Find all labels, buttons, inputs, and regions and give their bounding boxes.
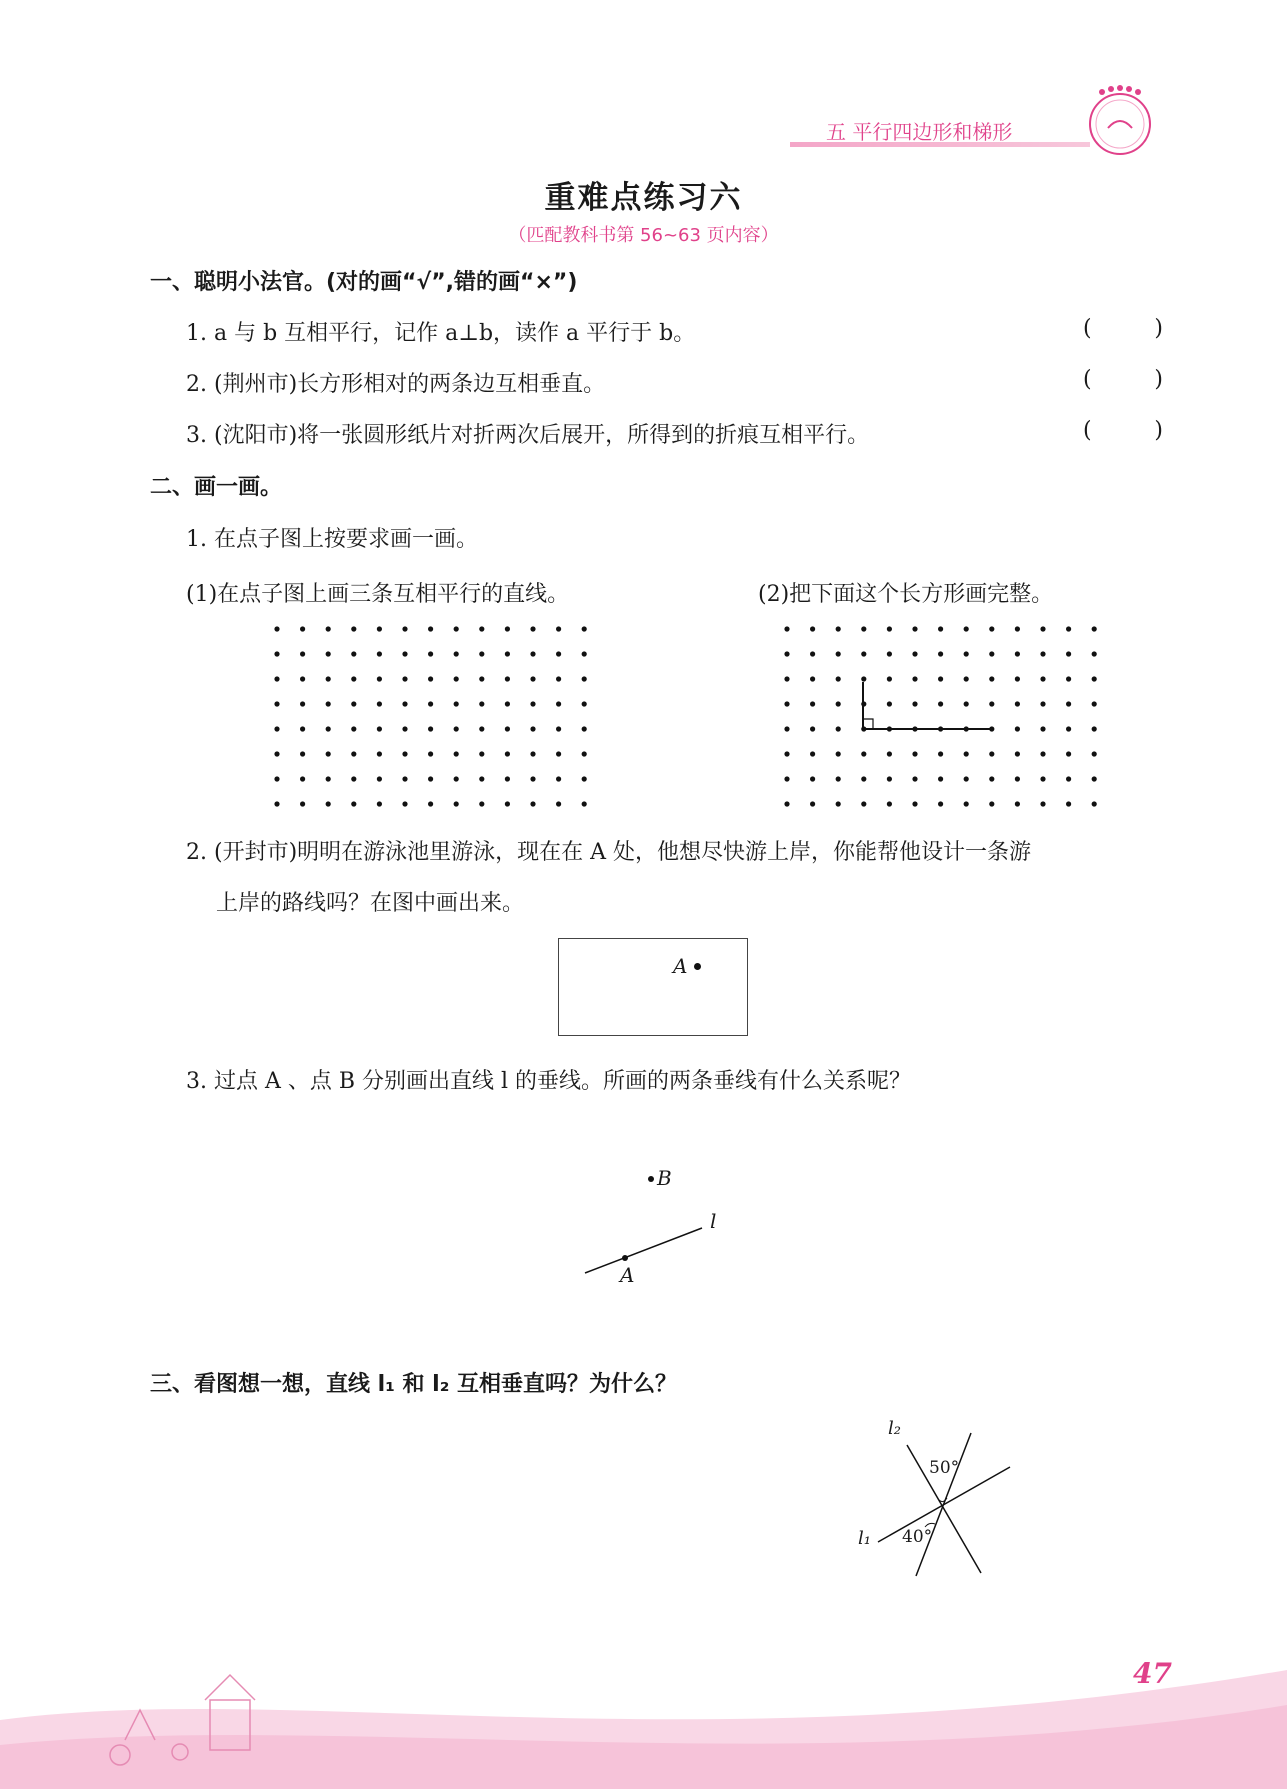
grid-dot [810,651,815,656]
grid-dot [454,776,459,781]
grid-dot [1015,751,1020,756]
brand-seal-icon [1080,80,1160,160]
grid-dot [887,676,892,681]
grid-dot [300,701,305,706]
grid-dot [479,751,484,756]
grid-dot [1066,651,1071,656]
grid-dot [912,701,917,706]
grid-dot [810,701,815,706]
grid-dot [582,726,587,731]
grid-dot [556,651,561,656]
grid-dot [582,626,587,631]
grid-dot [556,751,561,756]
grid-dot [1092,726,1097,731]
grid-dot [582,651,587,656]
grid-dot [836,701,841,706]
grid-dot [274,801,279,806]
grid-dot [377,751,382,756]
grid-dot [428,726,433,731]
grid-dot [454,726,459,731]
grid-dot [505,776,510,781]
grid-dot [964,626,969,631]
grid-dot [428,676,433,681]
draw-q3: 3. 过点 A 、点 B 分别画出直线 l 的垂线。所画的两条垂线有什么关系呢？ [186,1069,912,1094]
grid-dot [300,801,305,806]
grid-dot [810,726,815,731]
grid-dot [530,626,535,631]
grid-dot [351,626,356,631]
grid-dot [300,776,305,781]
grid-dot [887,801,892,806]
grid-dot [887,626,892,631]
grid-dot [326,676,331,681]
grid-dot [454,751,459,756]
grid-dot [428,801,433,806]
grid-dot [556,801,561,806]
grid-dot [505,626,510,631]
grid-dot [582,801,587,806]
partial-rectangle [863,682,991,729]
grid-dot [402,801,407,806]
grid-dot [836,801,841,806]
grid-dot [938,651,943,656]
judge-item-3: 3. (沈阳市)将一张圆形纸片对折两次后展开，所得到的折痕互相平行。 [186,423,870,448]
grid-dot [1015,626,1020,631]
grid-dot [861,651,866,656]
grid-dot [479,701,484,706]
grid-dot [300,651,305,656]
grid-dot [887,776,892,781]
grid-dot [989,701,994,706]
grid-dot [326,726,331,731]
grid-dot [402,651,407,656]
grid-dot [1066,676,1071,681]
grid-dot [964,676,969,681]
grid-dot [784,676,789,681]
grid-dot [402,676,407,681]
grid-dot [1040,726,1045,731]
draw-q2-line1: 2. (开封市)明明在游泳池里游泳，现在在 A 处，他想尽快游上岸，你能帮他设计一条游 [186,840,1032,865]
grid-dot [377,776,382,781]
grid-dot [530,776,535,781]
grid-dot [912,776,917,781]
footer-decoration [0,1660,1287,1789]
grid-dot [1015,801,1020,806]
grid-dot [556,626,561,631]
grid-dot [1040,751,1045,756]
grid-dot [1040,676,1045,681]
grid-dot [377,701,382,706]
grid-dot [938,626,943,631]
grid-dot [1040,801,1045,806]
grid-dot [1092,801,1097,806]
grid-dot [964,801,969,806]
grid-dot [912,676,917,681]
grid-dot [530,651,535,656]
grid-dot [402,626,407,631]
grid-dot [784,776,789,781]
grid-dot [377,676,382,681]
draw-q1a: (1)在点子图上画三条互相平行的直线。 [186,582,570,607]
judge-item-1: 1. a 与 b 互相平行，记作 a⊥b，读作 a 平行于 b。 [186,321,696,346]
grid-dot [861,751,866,756]
draw-q1b: (2)把下面这个长方形画完整。 [758,582,1054,607]
grid-dot [989,801,994,806]
page-title: 重难点练习六 [544,180,743,216]
grid-dot [377,801,382,806]
grid-dot [530,701,535,706]
angle-diagram [850,1420,1030,1585]
grid-dot [1066,701,1071,706]
grid-dot [505,676,510,681]
grid-dot [454,701,459,706]
grid-dot [300,676,305,681]
grid-dot [784,801,789,806]
grid-dot [428,626,433,631]
grid-dot [530,726,535,731]
grid-dot [326,751,331,756]
grid-dot [887,751,892,756]
grid-dot [887,651,892,656]
grid-dot [300,751,305,756]
grid-dot [784,651,789,656]
grid-dot [351,801,356,806]
grid-dot [810,801,815,806]
grid-dot [326,701,331,706]
grid-dot [556,776,561,781]
grid-dot [1066,801,1071,806]
grid-dot [479,726,484,731]
grid-dot [1092,776,1097,781]
grid-dot [274,701,279,706]
answer-blank-2[interactable]: ( ) [1083,367,1163,392]
grid-dot [989,626,994,631]
grid-dot [861,801,866,806]
grid-dot [1015,676,1020,681]
grid-dot [836,776,841,781]
grid-dot [912,626,917,631]
grid-dot [505,726,510,731]
grid-dot [912,651,917,656]
grid-dot [530,676,535,681]
grid-dot [274,626,279,631]
grid-dot [530,801,535,806]
grid-dot [402,776,407,781]
angle-50-label: 50° [929,1458,960,1478]
grid-dot [836,676,841,681]
line-l1 [878,1467,1010,1542]
grid-dot [377,626,382,631]
grid-dot [402,701,407,706]
grid-dot [479,676,484,681]
l1-label: l₁ [858,1528,871,1549]
grid-dot [1015,726,1020,731]
grid-dot [1066,626,1071,631]
grid-dot [505,701,510,706]
grid-dot [479,776,484,781]
grid-dot [861,626,866,631]
grid-dot [938,776,943,781]
grid-dot [810,676,815,681]
grid-dot [428,651,433,656]
grid-dot [454,676,459,681]
grid-dot [556,676,561,681]
grid-dot [530,751,535,756]
grid-dot [479,801,484,806]
point-a-dot [694,963,701,970]
grid-dot [402,726,407,731]
grid-dot [1092,626,1097,631]
grid-dot [351,701,356,706]
grid-dot [326,776,331,781]
grid-dot [428,701,433,706]
grid-dot [351,726,356,731]
grid-dot [964,701,969,706]
grid-dot [1092,751,1097,756]
grid-dot [582,701,587,706]
angle-40-label: 40° [902,1527,933,1547]
grid-dot [784,701,789,706]
grid-dot [861,676,866,681]
grid-dot [300,626,305,631]
grid-dot [274,751,279,756]
grid-dot [377,726,382,731]
grid-dot [402,751,407,756]
grid-dot [1092,676,1097,681]
dot-grid-right[interactable] [780,620,1110,820]
grid-dot [274,651,279,656]
chapter-title: 五 平行四边形和梯形 [826,120,1013,144]
grid-dot [1092,651,1097,656]
grid-dot [556,726,561,731]
grid-dot [912,751,917,756]
grid-dot [326,651,331,656]
point-a-on-line [622,1255,628,1261]
section2-heading: 二、画一画。 [150,475,283,500]
grid-dot [454,626,459,631]
grid-dot [938,801,943,806]
grid-dot [1066,776,1071,781]
grid-dot [989,676,994,681]
page-number: 47 [1133,1657,1172,1690]
grid-dot [351,651,356,656]
grid-dot [505,801,510,806]
point-a-label-2: A [620,1263,635,1287]
grid-dot [810,626,815,631]
grid-dot [938,701,943,706]
grid-dot [454,651,459,656]
grid-dot [274,726,279,731]
draw-q2-line2: 上岸的路线吗？在图中画出来。 [216,891,525,916]
grid-dot [428,751,433,756]
grid-dot [836,726,841,731]
judge-item-2: 2. (荆州市)长方形相对的两条边互相垂直。 [186,372,606,397]
grid-dot [887,701,892,706]
grid-dot [964,751,969,756]
grid-dot [428,776,433,781]
grid-dot [582,751,587,756]
line-l [585,1228,702,1273]
grid-dot [377,651,382,656]
grid-dot [989,751,994,756]
grid-dot [964,651,969,656]
grid-dot [784,751,789,756]
grid-dot [989,651,994,656]
grid-dot [556,701,561,706]
grid-dot [989,776,994,781]
grid-dot [454,801,459,806]
grid-dot [326,626,331,631]
answer-blank-3[interactable]: ( ) [1083,418,1163,443]
grid-dot [836,651,841,656]
grid-dot [784,726,789,731]
page-subtitle: （匹配教科书第 56~63 页内容） [508,225,779,246]
grid-dot [836,751,841,756]
point-b [648,1176,654,1182]
grid-dot [505,751,510,756]
section3-heading: 三、看图想一想，直线 l₁ 和 l₂ 互相垂直吗？为什么？ [150,1372,677,1397]
grid-dot [351,751,356,756]
grid-dot [326,801,331,806]
grid-dot [912,801,917,806]
grid-dot [1040,651,1045,656]
grid-dot [351,676,356,681]
point-a-label: A [673,954,688,978]
grid-dot [1040,701,1045,706]
grid-dot [836,626,841,631]
grid-dot [1066,726,1071,731]
grid-dot [938,751,943,756]
grid-dot [1040,626,1045,631]
grid-dot [938,676,943,681]
grid-dot [784,626,789,631]
grid-dot [351,776,356,781]
grid-dot [1015,651,1020,656]
grid-dot [1015,701,1020,706]
grid-dot [810,751,815,756]
grid-dot [274,776,279,781]
grid-dot [1092,701,1097,706]
grid-dot [479,626,484,631]
grid-dot [1040,776,1045,781]
section1-heading: 一、聪明小法官。(对的画“√”,错的画“×”) [150,270,578,295]
l2-label: l₂ [888,1418,901,1439]
answer-blank-1[interactable]: ( ) [1083,316,1163,341]
swimming-pool-rect[interactable] [558,938,748,1036]
line-l-label: l [710,1209,717,1233]
grid-dot [964,776,969,781]
dot-grid-left[interactable] [270,620,600,820]
grid-dot [505,651,510,656]
grid-dot [300,726,305,731]
grid-dot [861,776,866,781]
grid-dot [582,676,587,681]
grid-dot [1066,751,1071,756]
grid-dot [1015,776,1020,781]
point-b-label: B [657,1166,672,1190]
grid-dot [479,651,484,656]
draw-q1: 1. 在点子图上按要求画一画。 [186,527,478,552]
grid-dot [810,776,815,781]
grid-dot [274,676,279,681]
grid-dot [582,776,587,781]
